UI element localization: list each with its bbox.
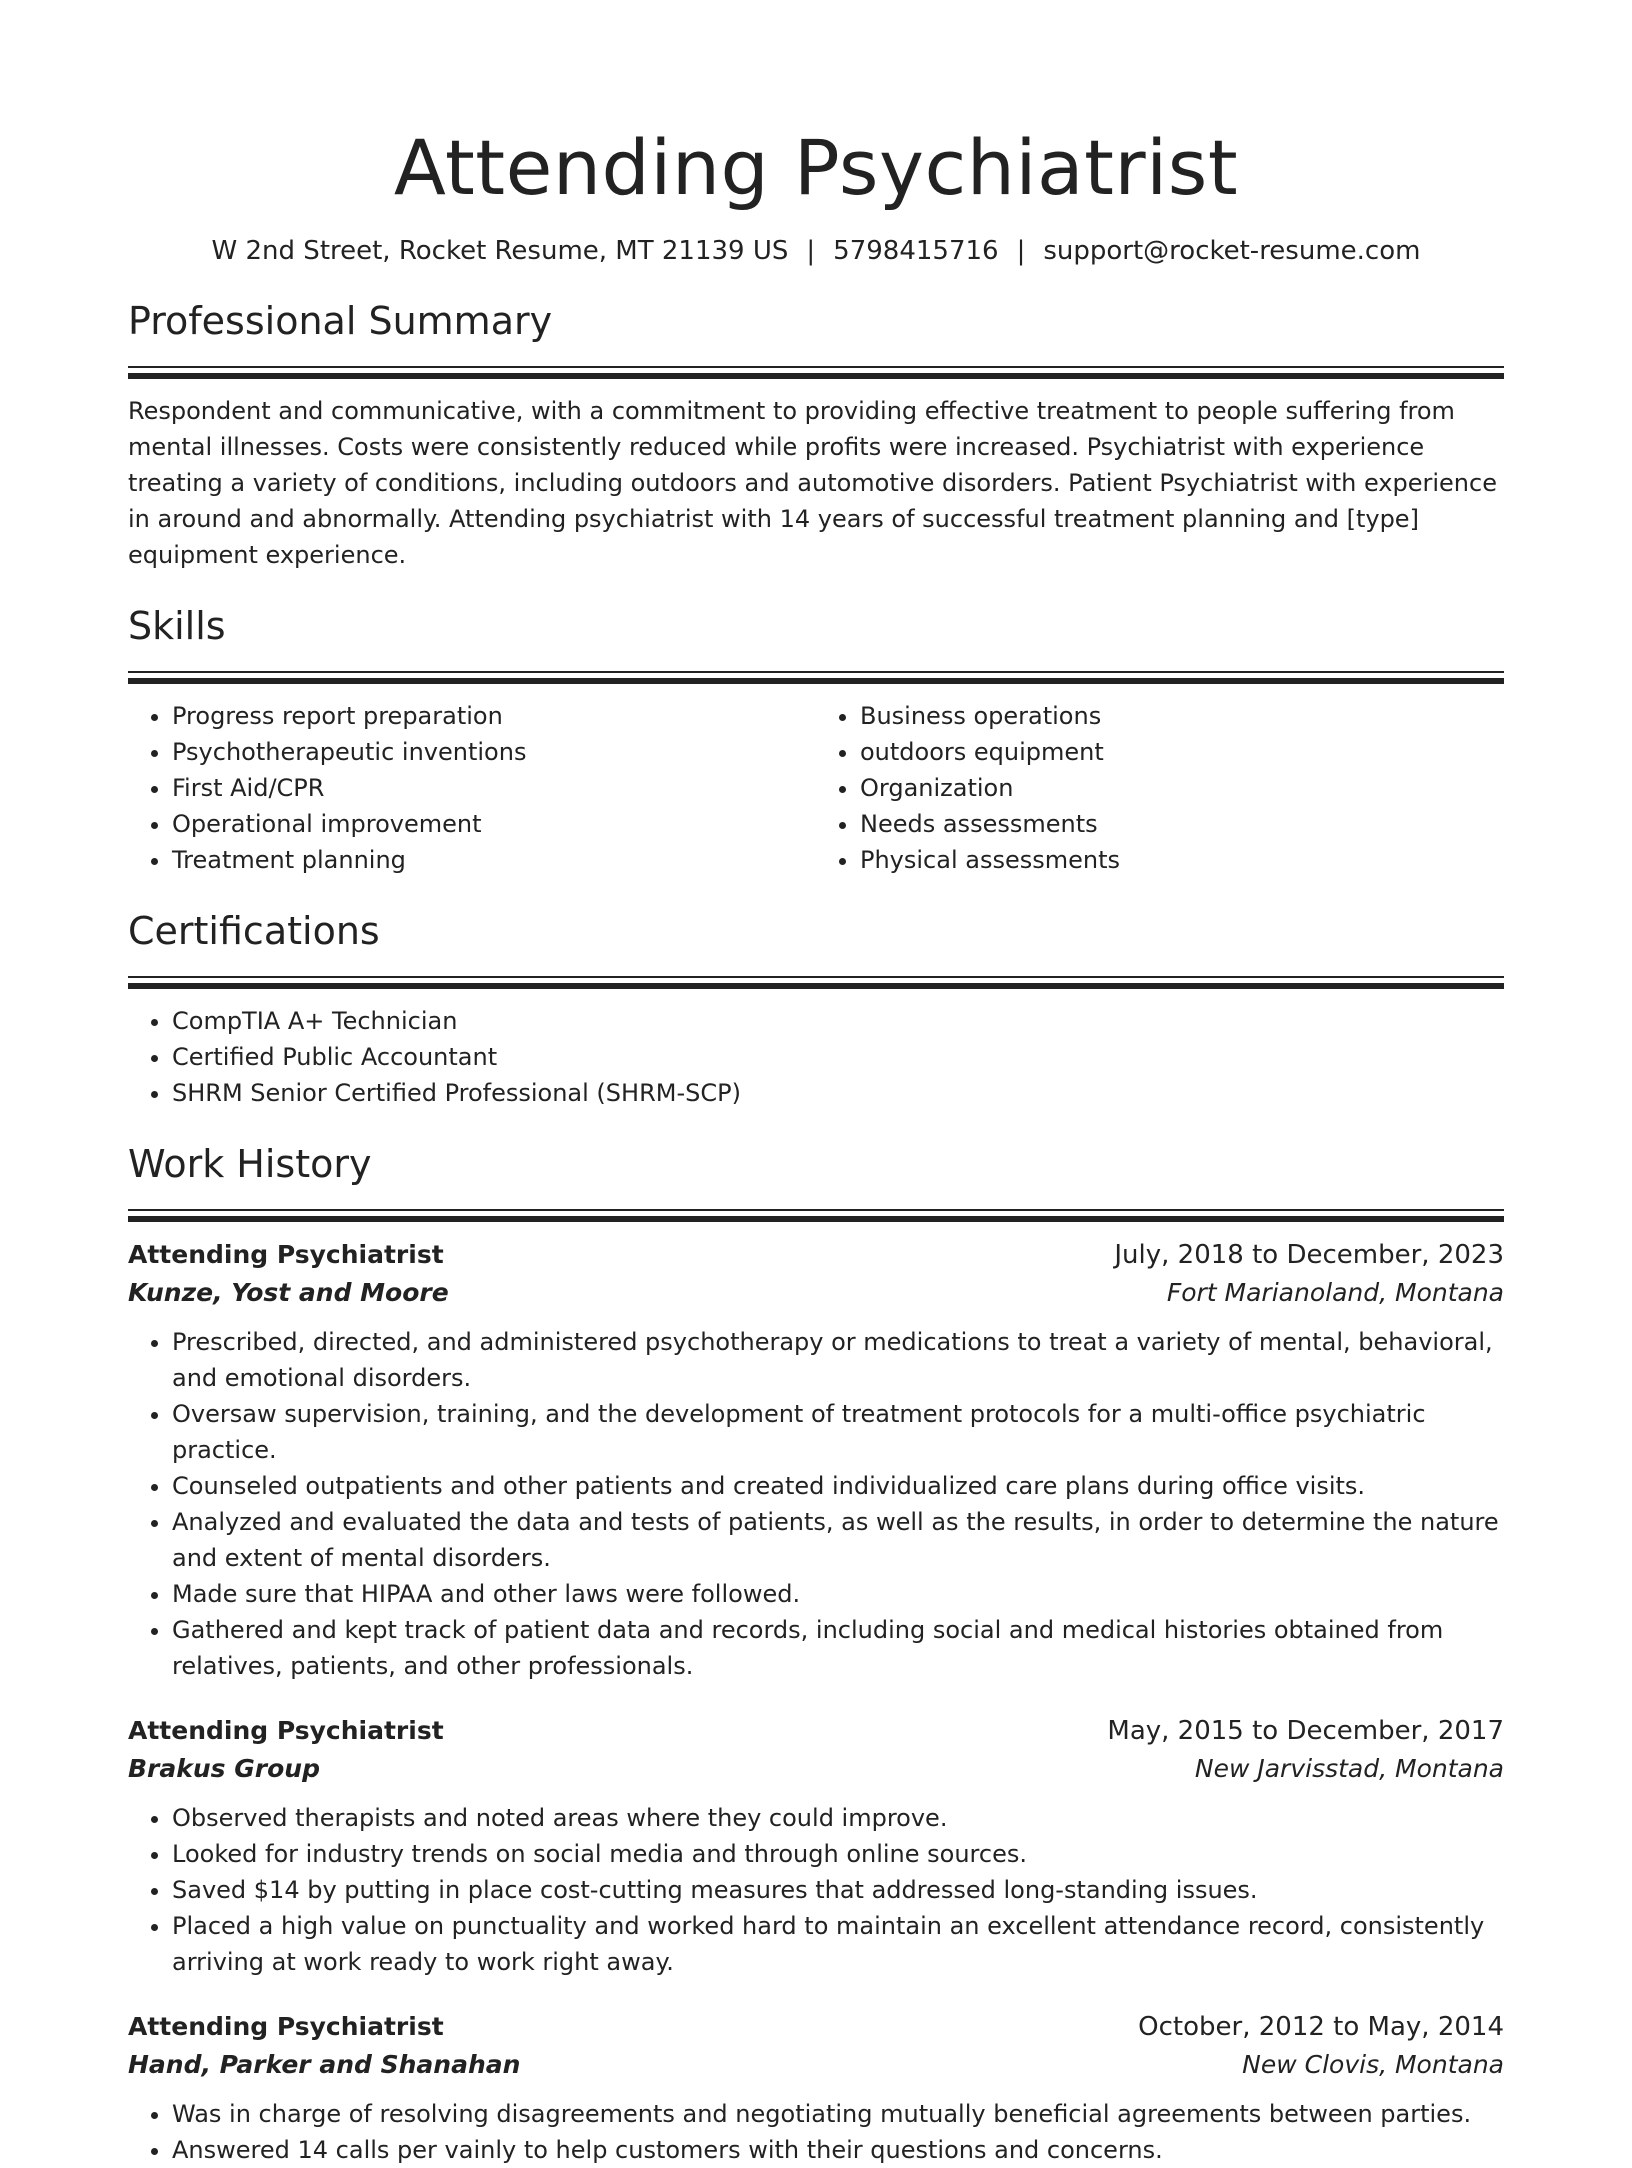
section-title-skills: Skills: [128, 604, 226, 648]
job-duty-item: • Looked for industry trends on social media and through online sources.: [172, 1836, 1504, 1872]
job-company: Hand, Parker and Shanahan: [128, 2050, 521, 2079]
job-location: Fort Marianoland, Montana: [1166, 1278, 1504, 1307]
job-duty-item: • Placed a high value on punctuality and worked hard to maintain an excellent attendance record, consistently arriving at work ready to work right away.: [172, 1908, 1504, 1980]
job-subheader-row: [128, 2046, 1504, 2084]
skill-item: • Business operations: [860, 698, 1504, 734]
job-location: New Jarvisstad, Montana: [1194, 1754, 1504, 1783]
job-dates: July, 2018 to December, 2023: [1114, 1240, 1504, 1270]
contact-separator: |: [806, 236, 816, 266]
skill-item: • Progress report preparation: [172, 698, 816, 734]
skills-grid: [128, 698, 1504, 878]
job-dates: May, 2015 to December, 2017: [1107, 1716, 1504, 1746]
job-entry: [128, 1236, 1504, 1684]
job-header-row: [128, 1236, 1504, 1274]
section-title-certifications: Certifications: [128, 909, 380, 953]
job-duty-item: • Gathered and kept track of patient data and records, including social and medical histories obtained from relatives, patients, and other professionals.: [172, 1612, 1504, 1684]
job-duty-item: • Observed therapists and noted areas where they could improve.: [172, 1800, 1504, 1836]
skill-item: • Organization: [860, 770, 1504, 806]
certification-item: • CompTIA A+ Technician: [172, 1003, 1504, 1039]
job-company: Kunze, Yost and Moore: [128, 1278, 449, 1307]
skills-section: [128, 601, 1504, 878]
contact-phone: 5798415716: [833, 236, 999, 266]
certification-item: • SHRM Senior Certified Professional (SHRM-SCP): [172, 1075, 1504, 1111]
job-duties-list: [128, 2096, 1504, 2168]
resume-name: Attending Psychiatrist: [393, 123, 1239, 212]
job-title: Attending Psychiatrist: [128, 2012, 444, 2041]
contact-email: support@rocket-resume.com: [1043, 236, 1421, 266]
section-divider: [128, 671, 1504, 684]
summary-section: [128, 296, 1504, 573]
skill-item: • Needs assessments: [860, 806, 1504, 842]
job-duty-item: • Saved $14 by putting in place cost-cutting measures that addressed long-standing issues.: [172, 1872, 1504, 1908]
contact-address: W 2nd Street, Rocket Resume, MT 21139 US: [211, 236, 789, 266]
skills-list-right: [816, 698, 1504, 878]
job-entry: [128, 2008, 1504, 2168]
section-divider: [128, 366, 1504, 379]
job-dates: October, 2012 to May, 2014: [1138, 2012, 1504, 2042]
job-subheader-row: [128, 1274, 1504, 1312]
section-title-summary: Professional Summary: [128, 299, 553, 343]
job-duty-item: • Oversaw supervision, training, and the development of treatment protocols for a multi-office psychiatric practice.: [172, 1396, 1504, 1468]
contact-line: [128, 234, 1504, 268]
job-company: Brakus Group: [128, 1754, 320, 1783]
job-entry: [128, 1712, 1504, 1980]
job-duties-list: [128, 1800, 1504, 1980]
section-divider: [128, 1209, 1504, 1222]
skill-item: • Treatment planning: [172, 842, 816, 878]
section-divider: [128, 976, 1504, 989]
job-title: Attending Psychiatrist: [128, 1240, 444, 1269]
job-duty-item: • Prescribed, directed, and administered psychotherapy or medications to treat a variety of mental, behavioral, and emotional disorders.: [172, 1324, 1504, 1396]
skill-item: • Physical assessments: [860, 842, 1504, 878]
job-duties-list: [128, 1324, 1504, 1684]
job-subheader-row: [128, 1750, 1504, 1788]
section-title-work-history: Work History: [128, 1142, 372, 1186]
certifications-section: [128, 906, 1504, 1111]
job-location: New Clovis, Montana: [1242, 2050, 1504, 2079]
certifications-list: [128, 1003, 1504, 1111]
job-title: Attending Psychiatrist: [128, 1716, 444, 1745]
job-header-row: [128, 1712, 1504, 1750]
job-duty-item: • Was in charge of resolving disagreements and negotiating mutually beneficial agreements between parties.: [172, 2096, 1504, 2132]
summary-text: Respondent and communicative, with a commitment to providing effective treatment to people suffering from mental illnesses. Costs were consistently reduced while profits were increased. Psychiatrist with experience treating a variety of conditions, including outdoors and automotive disorders. Patient Psychiatrist with experience in around and abnormally. Attending psychiatrist with 14 years of successful treatment planning and [type] equipment experience.: [128, 397, 1497, 569]
skill-item: • Psychotherapeutic inventions: [172, 734, 816, 770]
skill-item: • First Aid/CPR: [172, 770, 816, 806]
skill-item: • Operational improvement: [172, 806, 816, 842]
certification-item: • Certified Public Accountant: [172, 1039, 1504, 1075]
job-duty-item: • Analyzed and evaluated the data and tests of patients, as well as the results, in order to determine the nature and extent of mental disorders.: [172, 1504, 1504, 1576]
job-duty-item: • Made sure that HIPAA and other laws were followed.: [172, 1576, 1504, 1612]
contact-separator: |: [1016, 236, 1026, 266]
skill-item: • outdoors equipment: [860, 734, 1504, 770]
job-duty-item: • Counseled outpatients and other patients and created individualized care plans during office visits.: [172, 1468, 1504, 1504]
work-history-section: [128, 1139, 1504, 2168]
job-header-row: [128, 2008, 1504, 2046]
job-duty-item: • Answered 14 calls per vainly to help customers with their questions and concerns.: [172, 2132, 1504, 2168]
skills-list-left: [128, 698, 816, 878]
